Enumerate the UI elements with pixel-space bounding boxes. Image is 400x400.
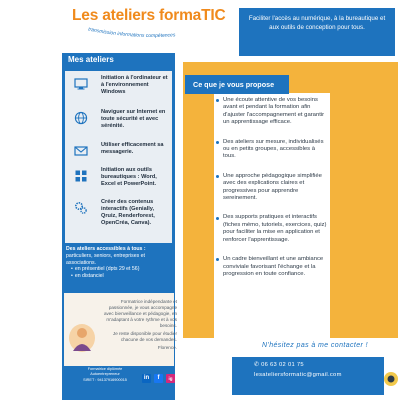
trainer-signature: Florence. xyxy=(157,345,177,351)
partner-logo xyxy=(383,371,399,387)
phone-number: 06 63 02 01 75 xyxy=(261,362,304,368)
logo-tagline: transmission informations compétences xyxy=(87,26,176,40)
workshops-panel xyxy=(65,71,172,243)
workshops-title: Mes ateliers xyxy=(68,55,114,64)
contact-block xyxy=(232,357,384,395)
phone-icon: ✆ xyxy=(254,362,262,368)
legal-line: Formatrice diplômée xyxy=(87,367,123,371)
envelope-icon xyxy=(74,144,88,158)
access-text: particuliers, seniors, entreprises et associations. xyxy=(66,252,145,266)
offer-item: Une approche pédagogique simplifiée avec des explications claires et progressives pour apprendre sereinement. xyxy=(216,173,328,203)
legal-line: Autoentrepreneur xyxy=(90,372,120,377)
email-address: lesateliersformatic@gmail.com xyxy=(254,372,342,378)
trainer-bio xyxy=(101,299,177,354)
monitor-icon xyxy=(74,77,88,91)
header-tagline: Faciliter l'accès au numérique, à la bureautique et aux outils de conception pour tous. xyxy=(239,8,395,56)
offer-item: Une écoute attentive de vos besoins avant et pendant la formation afin d'ajuster l'accompagnement et garantir un apprentissage efficace. xyxy=(216,97,328,127)
brand-logo xyxy=(72,7,226,43)
trainer-paragraph: Formatrice indépendante et passionnée, je vous accompagne avec bienveillance et pédagogie, en m'adaptant à votre rythme et à vos besoins. xyxy=(103,299,177,328)
workshop-label: Créer des contenus interactifs (Genially, Qruiz, Renderforest, OpenCréa, Canva). xyxy=(101,199,155,227)
legal-info xyxy=(70,367,140,383)
offer-item: Des ateliers sur mesure, individualisés ou en petits groupes, accessibles à tous. xyxy=(216,139,328,161)
facebook-icon[interactable]: f xyxy=(154,374,163,383)
email-row[interactable] xyxy=(254,370,384,380)
logo-arc-graphic xyxy=(84,26,222,44)
gears-icon xyxy=(74,201,88,215)
access-lead: Des ateliers accessibles à tous : xyxy=(66,246,146,252)
workshop-label: Initiation à l'ordinateur et à l'environnement Windows xyxy=(101,75,168,96)
trainer-photo xyxy=(68,323,96,353)
access-info xyxy=(66,246,172,280)
offer-list xyxy=(216,97,328,278)
instagram-icon[interactable]: ig xyxy=(166,374,175,383)
grid-icon xyxy=(74,169,88,183)
access-option: • en présentiel (dpts 29 et 56) xyxy=(71,266,172,273)
trainer-paragraph: Je reste disponible pour étudier chacune de vos demandes. xyxy=(112,331,177,342)
legal-line: SIRET : 94137916900015 xyxy=(83,377,127,382)
workshop-label: Initiation aux outils bureautiques : Word, Excel et PowerPoint. xyxy=(101,167,157,188)
access-options xyxy=(66,266,172,280)
workshop-label: Utiliser efficacement sa messagerie. xyxy=(101,142,164,156)
logo-text: Les ateliers formaTIC xyxy=(72,7,226,24)
access-option: • en distanciel xyxy=(71,273,172,280)
svg-text:transmission informations comp xyxy=(88,26,176,39)
linkedin-icon[interactable]: in xyxy=(143,375,150,381)
offer-item: Un cadre bienveillant et une ambiance conviviale favorisant l'échange et la progression en toute confiance. xyxy=(216,256,328,278)
phone-row[interactable] xyxy=(254,360,384,370)
contact-cta: N'hésitez pas à me contacter ! xyxy=(262,342,368,349)
offer-item: Des supports pratiques et interactifs (fiches mémo, tutoriels, exercices, quiz) pour faciliter la mise en application et renforcer l'apprentissage. xyxy=(216,214,328,244)
globe-icon xyxy=(74,111,88,125)
offer-title: Ce que je vous propose xyxy=(185,75,289,94)
workshop-label: Naviguer sur Internet en toute sécurité et avec sérénité. xyxy=(101,109,166,130)
